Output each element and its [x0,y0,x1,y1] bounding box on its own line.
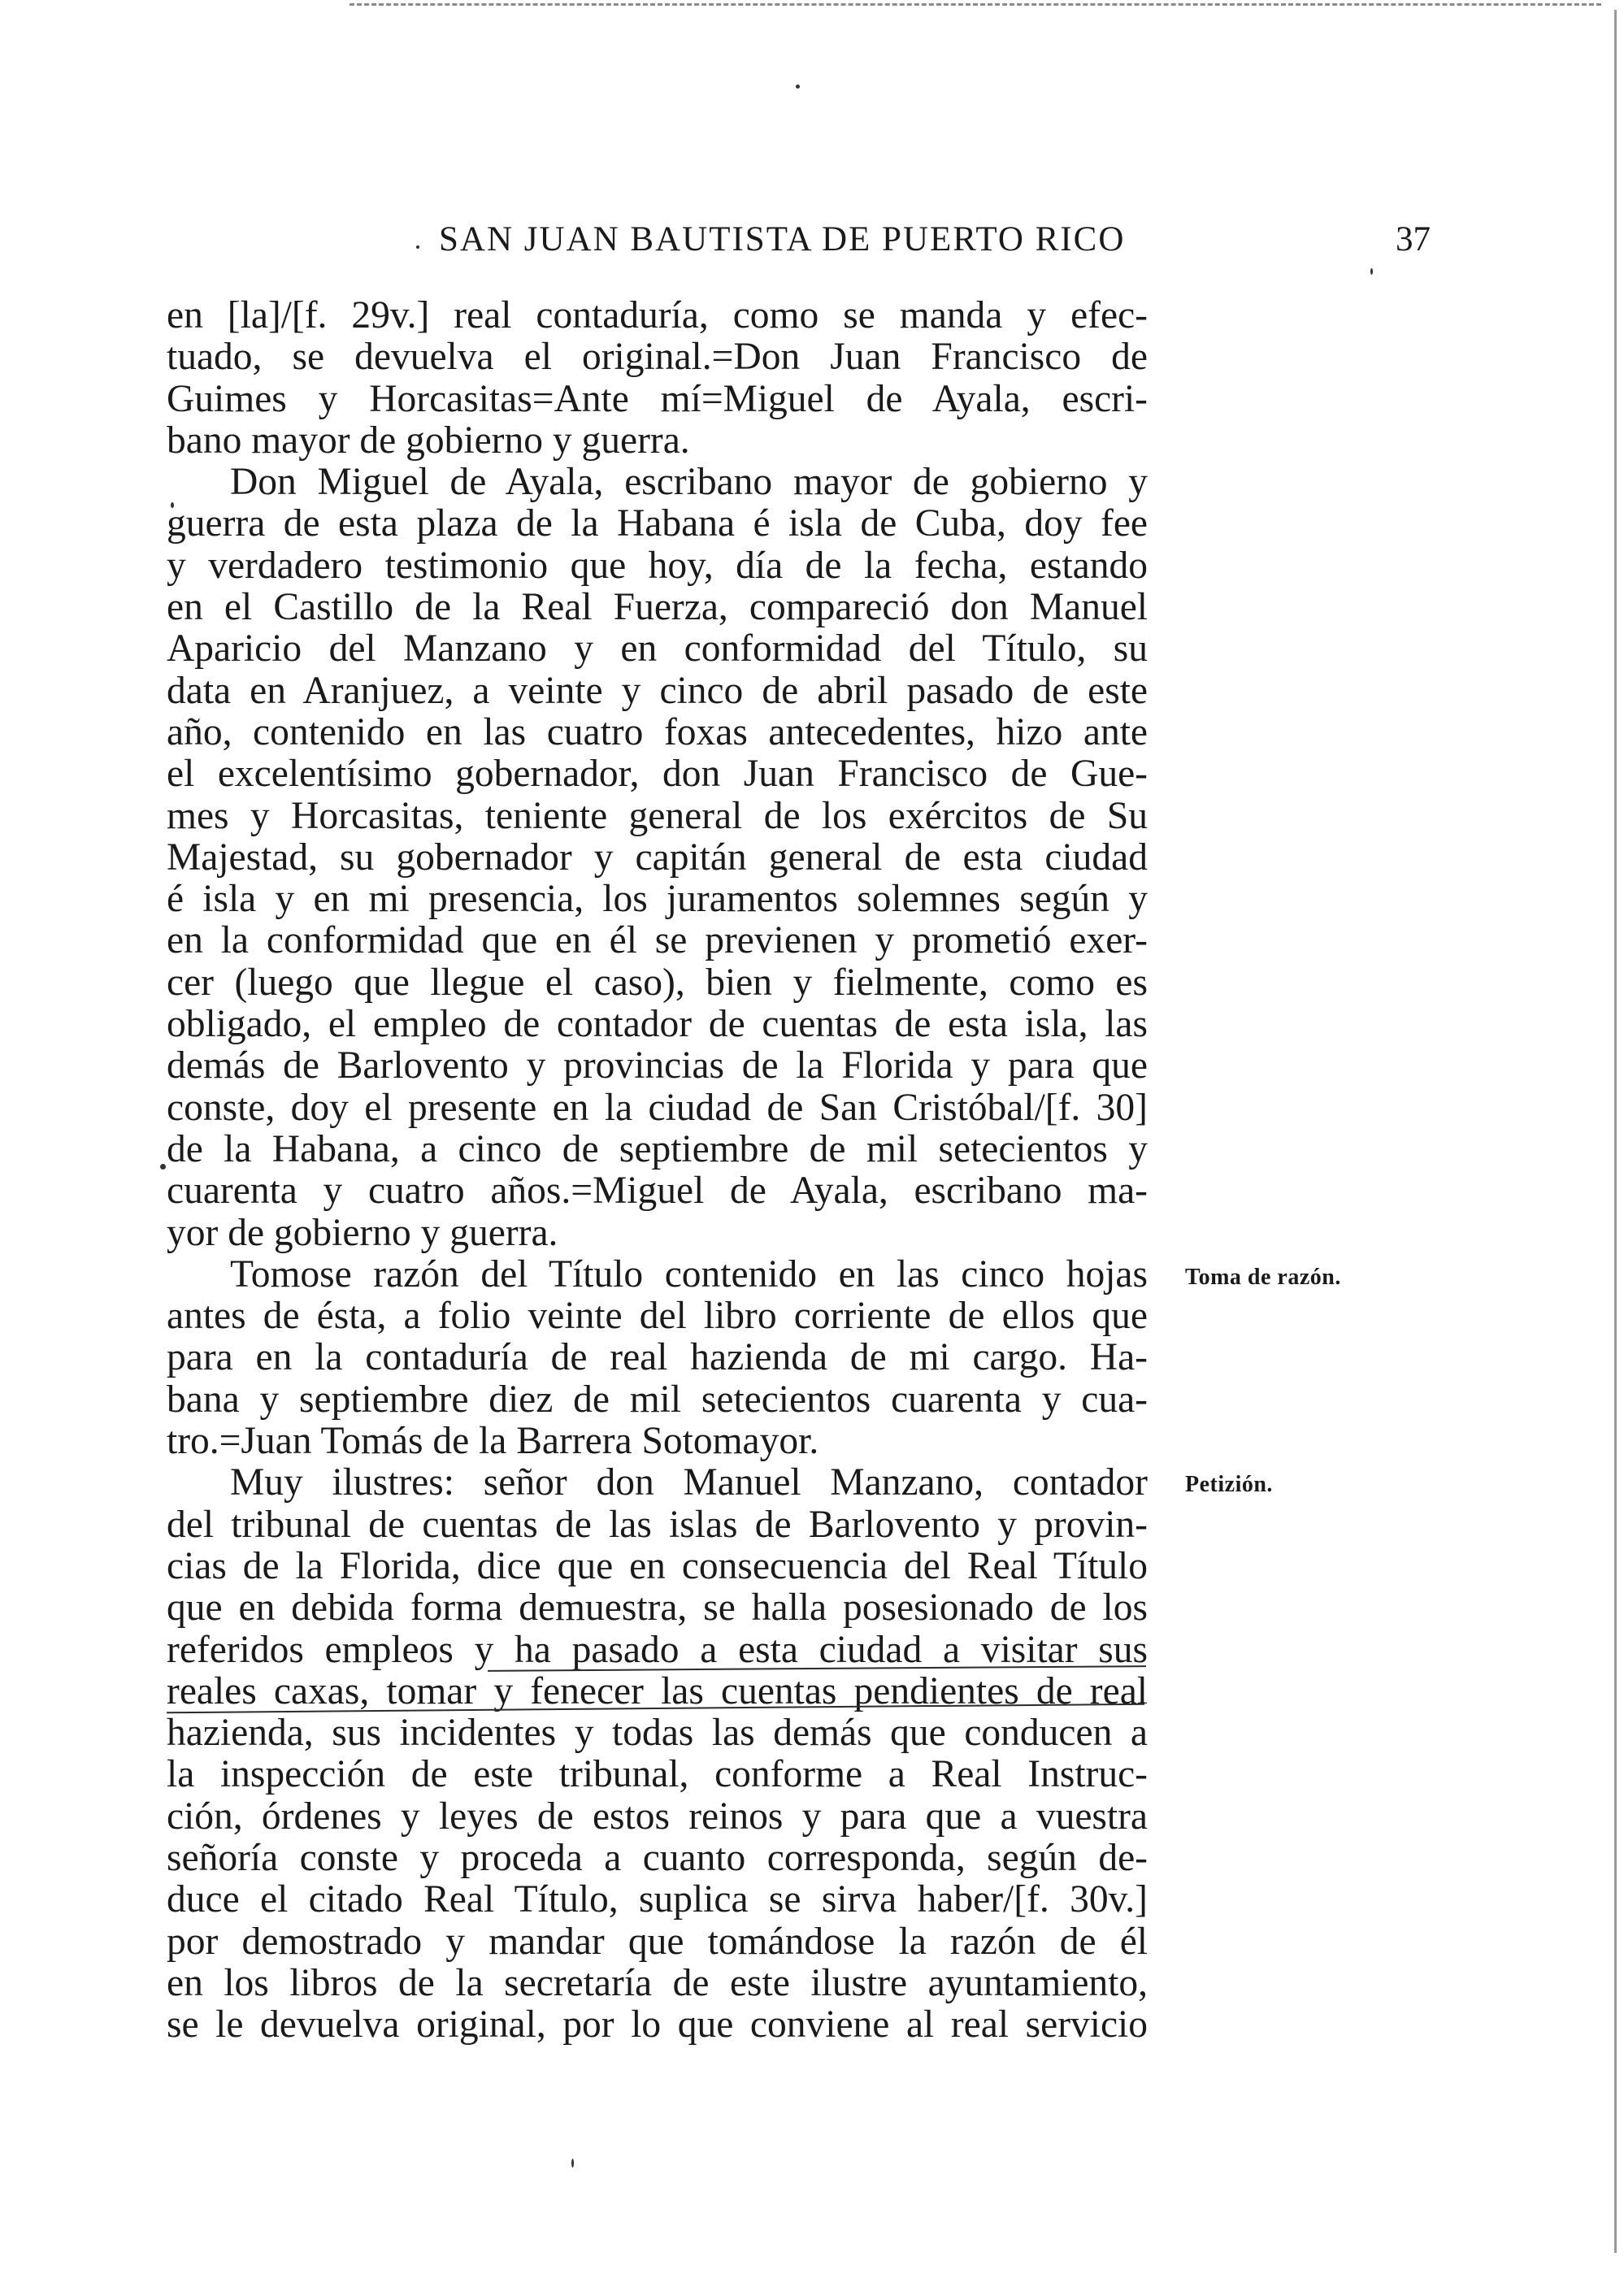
page-number: 37 [1396,220,1431,258]
ink-speck [1370,268,1373,275]
text-line: guerra de esta plaza de la Habana é isla de Cuba, doy fee [167,502,1148,545]
text-line: Aparicio del Manzano y en conformidad del Título, su [167,627,1148,671]
text-line: cias de la Florida, dice que en consecuencia del Real Título [167,1544,1148,1587]
running-title: SAN JUAN BAUTISTA DE PUERTO RICO [439,220,1126,258]
text-line: antes de ésta, a folio veinte del libro corriente de ellos que [167,1295,1148,1338]
text-line: cuarenta y cuatro años.=Miguel de Ayala, escribano ma- [167,1170,1148,1213]
ink-speck [571,2159,574,2168]
text-line: Guimes y Horcasitas=Ante mí=Miguel de Ayala, escri- [167,377,1148,420]
text-line: hazienda, sus incidentes y todas las demás que conducen a [167,1712,1148,1755]
text-line: de la Habana, a cinco de septiembre de mil setecientos y [167,1127,1148,1170]
text-line: referidos empleos y ha pasado a esta ciudad a visitar sus [167,1628,1148,1671]
text-line: tro.=Juan Tomás de la Barrera Sotomayor. [167,1420,819,1463]
text-line: Tomose razón del Título contenido en las cinco hojas [230,1252,1148,1296]
text-line: demás de Barlovento y provincias de la Florida y para que [167,1044,1148,1087]
text-line: por demostrado y mandar que tomándose la razón de él [167,1920,1148,1963]
scan-edge-right [1614,10,1617,2253]
text-line: conste, doy el presente en la ciudad de San Cristóbal/[f. 30] [167,1086,1148,1129]
text-line: cer (luego que llegue el caso), bien y fielmente, como es [167,961,1148,1004]
margin-note-toma-de-razon: Toma de razón. [1185,1265,1341,1290]
ink-speck [160,1164,166,1170]
text-line: el excelentísimo gobernador, don Juan Francisco de Gue- [167,753,1148,796]
text-line: año, contenido en las cuatro foxas antecedentes, hizo ante [167,710,1148,753]
text-line: para en la contaduría de real hazienda de mi cargo. Ha- [167,1336,1148,1379]
text-line: Don Miguel de Ayala, escribano mayor de gobierno y [230,461,1148,504]
text-line: del tribunal de cuentas de las islas de Barlovento y provin- [167,1503,1148,1546]
ink-speck [796,85,800,89]
text-line: ción, órdenes y leyes de estos reinos y para que a vuestra [167,1795,1148,1838]
text-line: bano mayor de gobierno y guerra. [167,419,690,462]
text-line: la inspección de este tribunal, conforme a Real Instruc- [167,1753,1148,1796]
text-line: reales caxas, tomar y fenecer las cuentas pendientes de real [167,1669,1148,1712]
text-line: obligado, el empleo de contador de cuentas de esta isla, las [167,1003,1148,1046]
body-text [167,295,1148,2046]
text-line: en la conformidad que en él se previenen y prometió exer- [167,919,1148,962]
text-line: Majestad, su gobernador y capitán general de esta ciudad [167,836,1148,879]
text-line: y verdadero testimonio que hoy, día de la fecha, estando [167,544,1148,587]
text-line: Muy ilustres: señor don Manuel Manzano, contador [230,1461,1148,1504]
text-line: que en debida forma demuestra, se halla posesionado de los [167,1586,1148,1630]
text-line: mes y Horcasitas, teniente general de los exércitos de Su [167,794,1148,837]
scan-edge-top [350,3,1601,6]
text-line: en el Castillo de la Real Fuerza, compareció don Manuel [167,586,1148,629]
ink-speck [416,245,419,249]
text-line: é isla y en mi presencia, los juramentos solemnes según y [167,878,1148,921]
text-line: bana y septiembre diez de mil setecientos cuarenta y cua- [167,1378,1148,1421]
text-line: yor de gobierno y guerra. [167,1211,558,1254]
text-line: tuado, se devuelva el original.=Don Juan Francisco de [167,336,1148,379]
text-line: duce el citado Real Título, suplica se sirva haber/[f. 30v.] [167,1878,1148,1921]
margin-note-petizion: Petizión. [1185,1472,1273,1497]
text-line: señoría conste y proceda a cuanto corresponda, según de- [167,1836,1148,1879]
text-line: se le devuelva original, por lo que conviene al real servicio [167,2003,1148,2046]
text-line: en los libros de la secretaría de este ilustre ayuntamiento, [167,1961,1148,2004]
text-line: en [la]/[f. 29v.] real contaduría, como se manda y efec- [167,294,1148,336]
text-line: data en Aranjuez, a veinte y cinco de abril pasado de este [167,669,1148,712]
